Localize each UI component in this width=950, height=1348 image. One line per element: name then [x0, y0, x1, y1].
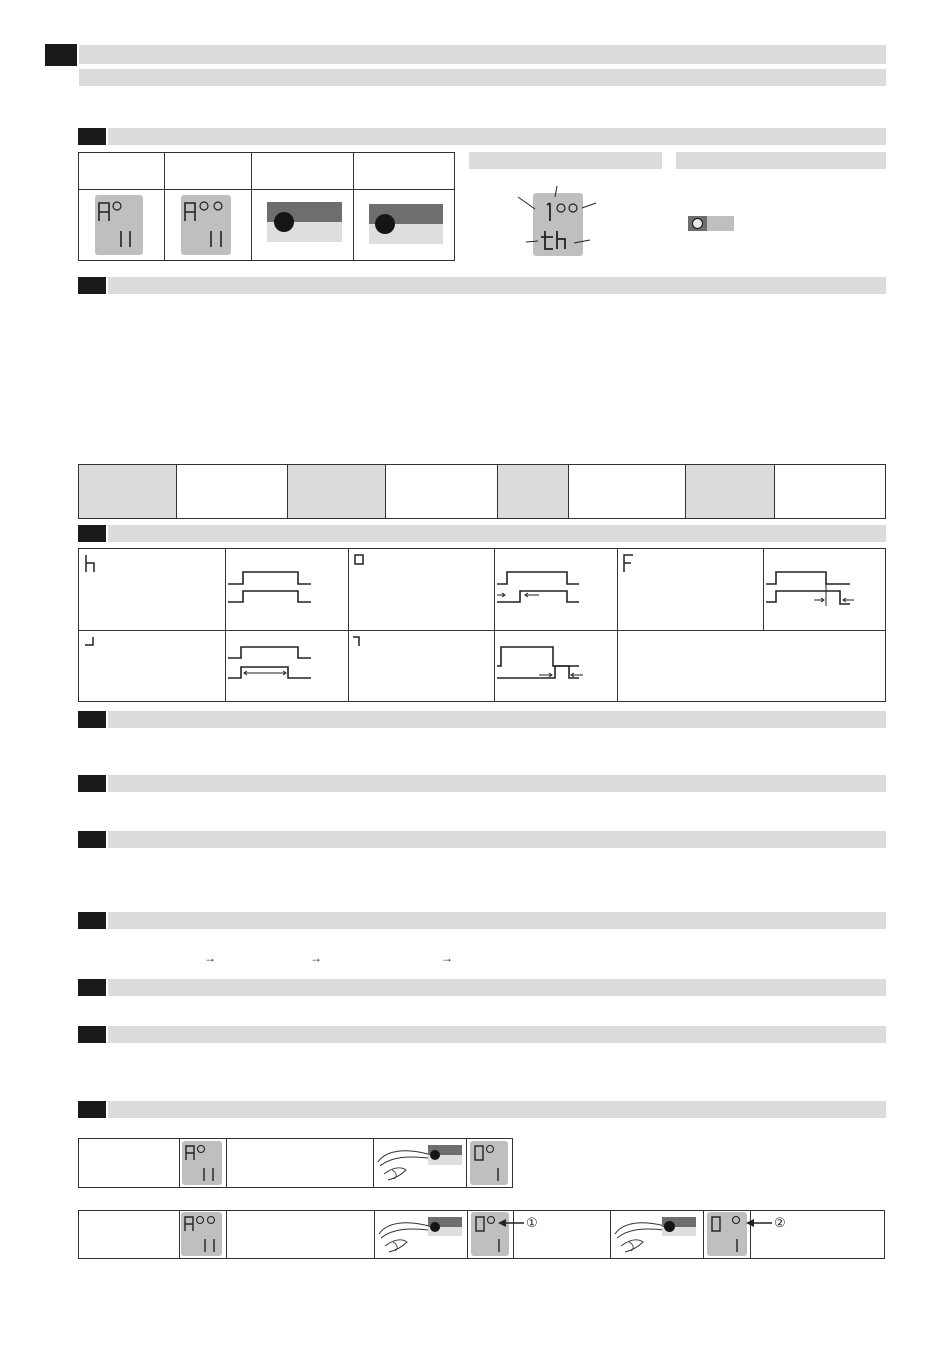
section-5-bar: [108, 775, 886, 792]
lcd-glyphs: [707, 1212, 747, 1256]
switch-icon-2: [369, 204, 443, 244]
main-title-bar: [79, 45, 886, 64]
lcd-glyphs: [182, 1141, 222, 1185]
lcd-glyphs: [181, 1212, 222, 1256]
section-9-bar: [108, 1026, 886, 1043]
switch-icon-5: [662, 1217, 696, 1236]
section-1-tag: [78, 128, 106, 145]
section-2-bar: [108, 277, 886, 294]
main-subtitle-bar: [79, 69, 886, 86]
section-1-bar: [108, 128, 886, 145]
sequence-arrow-2: →: [310, 951, 322, 965]
mode-7-glyph: [352, 636, 366, 648]
waveform-h: [226, 560, 348, 610]
led-indicator-icon: [688, 216, 734, 231]
section-6-bar: [108, 831, 886, 848]
callout-lines: [510, 183, 610, 258]
mode-o-glyph: [354, 554, 366, 566]
lcd-glyphs: [181, 195, 231, 255]
section-3-bar: [108, 525, 886, 542]
pointer-arrow-icon: [744, 1216, 774, 1230]
section-7-bar: [108, 912, 886, 929]
panel-1-bar: [469, 152, 662, 169]
lcd-display-0-1-result: [470, 1141, 508, 1185]
hand-press-icon: [376, 1142, 432, 1184]
switch-icon-1: [267, 202, 342, 242]
callout-marker-2: ②: [774, 1215, 786, 1230]
sequence-arrow-3: →: [441, 951, 453, 965]
section-8-bar: [108, 979, 886, 996]
lcd-display-0-1-step2: [707, 1212, 747, 1256]
main-section-tag: [45, 44, 77, 66]
lcd-display-a11-one-dot: [95, 195, 143, 255]
section-8-tag: [78, 979, 106, 996]
waveform-o: [495, 560, 617, 610]
section-10-tag: [78, 1101, 106, 1118]
waveform-7: [495, 638, 617, 688]
mode-j-glyph: [84, 636, 98, 648]
waveform-j: [226, 638, 348, 688]
section-5-tag: [78, 775, 106, 792]
switch-icon-4: [428, 1217, 462, 1236]
lcd-display-a11-two-dots: [181, 195, 231, 255]
section-6-tag: [78, 831, 106, 848]
mode-f-glyph: [622, 554, 636, 574]
section-4-tag: [78, 711, 106, 728]
section-7-tag: [78, 912, 106, 929]
waveform-f: [764, 560, 886, 610]
section-10-bar: [108, 1101, 886, 1118]
pointer-arrow-icon: [496, 1216, 526, 1230]
hand-press-icon: [377, 1214, 433, 1256]
switch-icon-3: [428, 1145, 462, 1165]
lcd-display-a11-one-dot-small: [182, 1141, 222, 1185]
section-2-tag: [78, 277, 106, 294]
lcd-display-a11-two-dots-small: [181, 1212, 222, 1256]
hand-press-icon: [613, 1214, 669, 1256]
mode-h-glyph: [84, 554, 98, 574]
section-3-tag: [78, 525, 106, 542]
lcd-glyphs: [470, 1141, 508, 1185]
sequence-arrow-1: →: [204, 951, 216, 965]
panel-2-bar: [676, 152, 886, 169]
lcd-glyphs: [95, 195, 143, 255]
section-4-bar: [108, 711, 886, 728]
callout-marker-1: ①: [526, 1215, 538, 1230]
section-9-tag: [78, 1026, 106, 1043]
